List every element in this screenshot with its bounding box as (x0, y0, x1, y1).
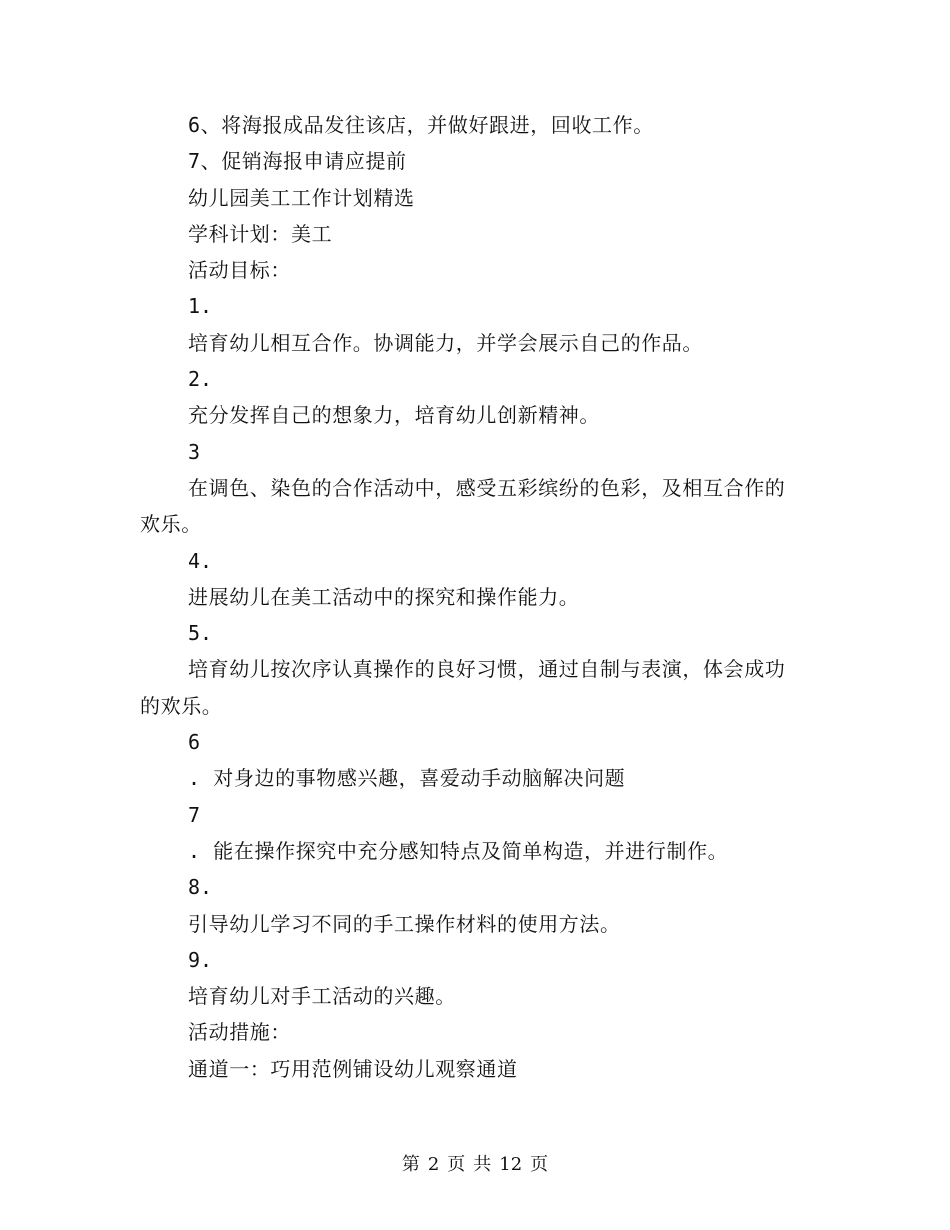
text-paragraph: 在调色、染色的合作活动中，感受五彩缤纷的色彩，及相互合作的欢乐。 (140, 475, 786, 537)
text-line: 6、将海报成品发往该店，并做好跟进，回收工作。 (188, 113, 654, 137)
footer-suffix: 页 (530, 1154, 549, 1175)
document-body (140, 107, 800, 1087)
text-line: 培育幼儿相互合作。协调能力，并学会展示自己的作品。 (188, 330, 703, 355)
text-line: 进展幼儿在美工活动中的探究和操作能力。 (188, 584, 580, 609)
footer-total-word: 共 (473, 1154, 492, 1175)
text-line: 活动措施： (188, 1020, 291, 1045)
text-line: . 对身边的事物感兴趣，喜爱动手动脑解决问题 (188, 766, 626, 791)
text-line: 通道一：巧用范例铺设幼儿观察通道 (188, 1056, 518, 1081)
footer-prefix: 第 (401, 1154, 420, 1175)
section-title: 幼儿园美工工作计划精选 (188, 185, 415, 210)
text-line: 活动目标： (188, 258, 291, 283)
text-line: 学科计划：美工 (188, 221, 333, 246)
list-number: 2. (188, 367, 213, 392)
list-number: 7 (188, 802, 201, 827)
footer-total-pages: 12 (499, 1154, 523, 1175)
text-paragraph: 培育幼儿按次序认真操作的良好习惯，通过自制与表演，体会成功的欢乐。 (140, 657, 786, 718)
list-number: 9. (188, 947, 213, 972)
page-footer (0, 1150, 950, 1180)
text-line: 充分发挥自己的想象力，培育幼儿创新精神。 (188, 403, 600, 428)
footer-page-word: 页 (447, 1154, 466, 1175)
text-line: 培育幼儿对手工活动的兴趣。 (188, 984, 456, 1009)
text-line: . 能在操作探究中充分感知特点及简单构造，并进行制作。 (188, 838, 729, 863)
footer-page-number: 2 (427, 1154, 440, 1175)
list-number: 5. (188, 621, 213, 646)
list-number: 1. (188, 294, 213, 319)
list-number: 3 (188, 439, 201, 464)
list-number: 8. (188, 875, 213, 900)
list-number: 4. (188, 548, 213, 573)
text-line: 引导幼儿学习不同的手工操作材料的使用方法。 (188, 911, 621, 936)
list-number: 6 (188, 730, 201, 755)
text-line: 7、促销海报申请应提前 (188, 149, 407, 174)
